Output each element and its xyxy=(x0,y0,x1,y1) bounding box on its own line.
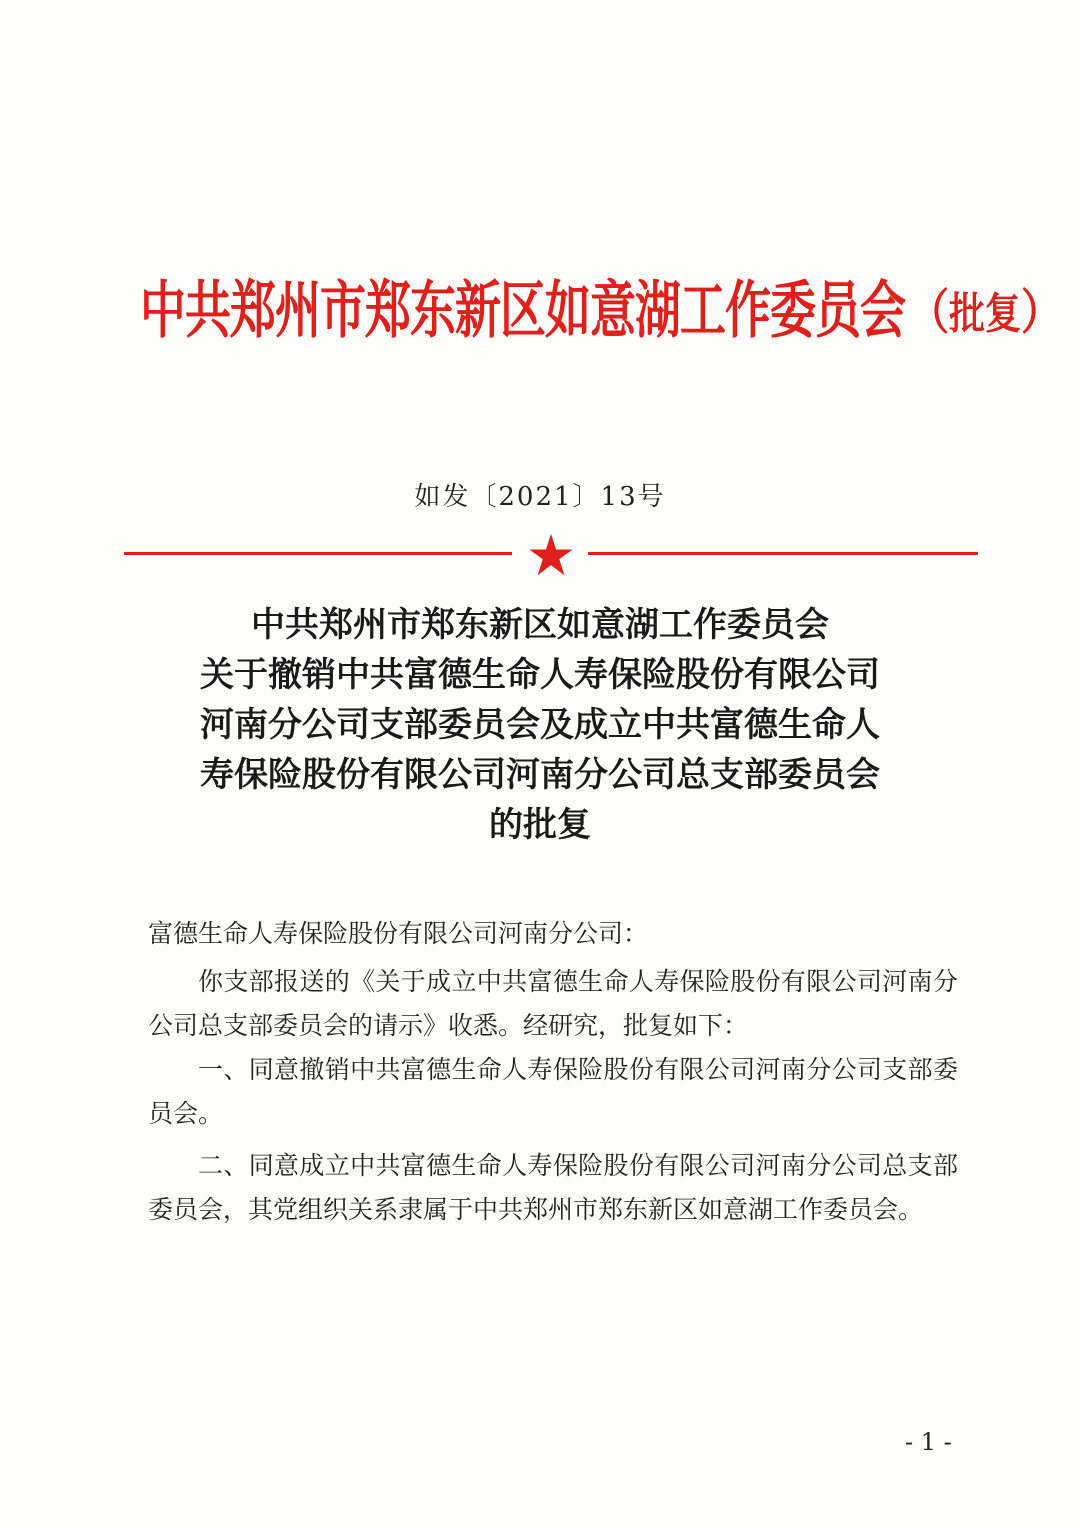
document-title xyxy=(120,600,960,850)
document-number: 如发〔2021〕13号 xyxy=(414,482,666,512)
document-body xyxy=(148,912,958,1232)
body-paragraph: 你支部报送的《关于成立中共富德生命人寿保险股份有限公司河南分公司总支部委员会的请示》收悉。经研究，批复如下： xyxy=(148,967,958,1040)
header-doc-type: （批复） xyxy=(909,284,1062,341)
title-line: 的批复 xyxy=(489,805,591,845)
header-org-name: 中共郑州市郑东新区如意湖工作委员会 xyxy=(140,273,905,347)
red-header xyxy=(140,265,1062,355)
addressee: 富德生命人寿保险股份有限公司河南分公司： xyxy=(148,919,649,948)
body-paragraph: 二、同意成立中共富德生命人寿保险股份有限公司河南分公司总支部委员会，其党组织关系隶属于中共郑州市郑东新区如意湖工作委员会。 xyxy=(148,1151,958,1224)
body-paragraph: 一、同意撤销中共富德生命人寿保险股份有限公司河南分公司支部委员会。 xyxy=(148,1055,958,1128)
title-line: 中共郑州市郑东新区如意湖工作委员会 xyxy=(251,605,829,645)
star-icon xyxy=(528,532,574,578)
title-line: 关于撤销中共富德生命人寿保险股份有限公司 xyxy=(200,655,880,695)
title-line: 寿保险股份有限公司河南分公司总支部委员会 xyxy=(200,755,880,795)
red-divider-right xyxy=(588,552,978,555)
title-line: 河南分公司支部委员会及成立中共富德生命人 xyxy=(200,705,880,745)
page-number: - 1 - xyxy=(905,1428,952,1456)
star-shape xyxy=(529,534,572,575)
header-doc-type-inner: 批复 xyxy=(949,288,1022,340)
red-divider-left xyxy=(124,552,512,555)
